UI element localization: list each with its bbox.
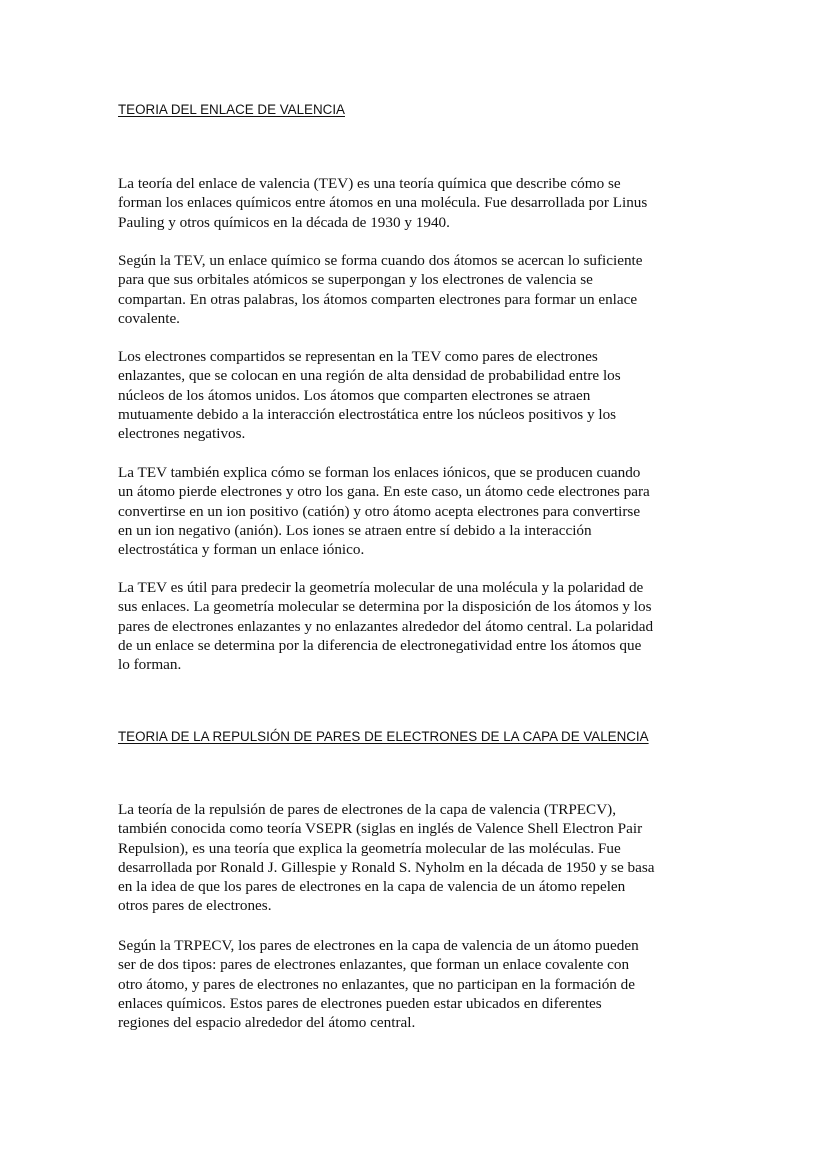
section-title-tev: TEORIA DEL ENLACE DE VALENCIA [118,102,345,117]
paragraph-tev-shared-electrons: Los electrones compartidos se representan en la TEV como pares de electrones enlazantes, que se colocan en una región de alta densidad de probabilidad entre los núcleos de los átomos unidos. Los átomos que comparten electrones se atraen mutuamente debido a la interacción electrostática entre los núcleos positivos y los electrones negativos. [118,348,621,443]
paragraph-trpecv-intro: La teoría de la repulsión de pares de electrones de la capa de valencia (TRPECV), también conocida como teoría VSEPR (siglas en inglés de Valence Shell Electron Pair Repulsion), es una teoría que explica la geometría molecular de las moléculas. Fue desarrollada por Ronald J. Gillespie y Ronald S. Nyholm en la década de 1950 y se basa en la idea de que los pares de electrones en la capa de valencia de un átomo repelen otros pares de electrones. [118,801,655,915]
paragraph-tev-intro: La teoría del enlace de valencia (TEV) es una teoría química que describe cómo se forman los enlaces químicos entre átomos en una molécula. Fue desarrollada por Linus Pauling y otros químicos en la década de 1930 y 1940. [118,175,648,231]
paragraph-tev-bond-formation: Según la TEV, un enlace químico se forma cuando dos átomos se acercan lo suficiente para que sus orbitales atómicos se superpongan y los electrones de valencia se compartan. En otras palabras, los átomos comparten electrones para formar un enlace covalente. [118,252,643,327]
paragraph-tev-ionic-bonds: La TEV también explica cómo se forman los enlaces iónicos, que se producen cuando un átomo pierde electrones y otro los gana. En este caso, un átomo cede electrones para convertirse en un ion positivo (catión) y otro átomo acepta electrones para convertirse en un ion negativo (anión). Los iones se atraen entre sí debido a la interacción electrostática y forman un enlace iónico. [118,464,650,559]
paragraph-tev-geometry: La TEV es útil para predecir la geometría molecular de una molécula y la polaridad de sus enlaces. La geometría molecular se determina por la disposición de los átomos y los pares de electrones enlazantes y no enlazantes alrededor del átomo central. La polaridad de un enlace se determina por la diferencia de electronegatividad entre los átomos que lo forman. [118,579,654,674]
section-title-trpecv: TEORIA DE LA REPULSIÓN DE PARES DE ELECTRONES DE LA CAPA DE VALENCIA [118,729,649,744]
paragraph-trpecv-pair-types: Según la TRPECV, los pares de electrones en la capa de valencia de un átomo pueden ser de dos tipos: pares de electrones enlazantes, que forman un enlace covalente con otro átomo, y pares de electrones no enlazantes, que no participan en la formación de enlaces químicos. Estos pares de electrones pueden estar ubicados en diferentes regiones del espacio alrededor del átomo central. [118,937,639,1032]
